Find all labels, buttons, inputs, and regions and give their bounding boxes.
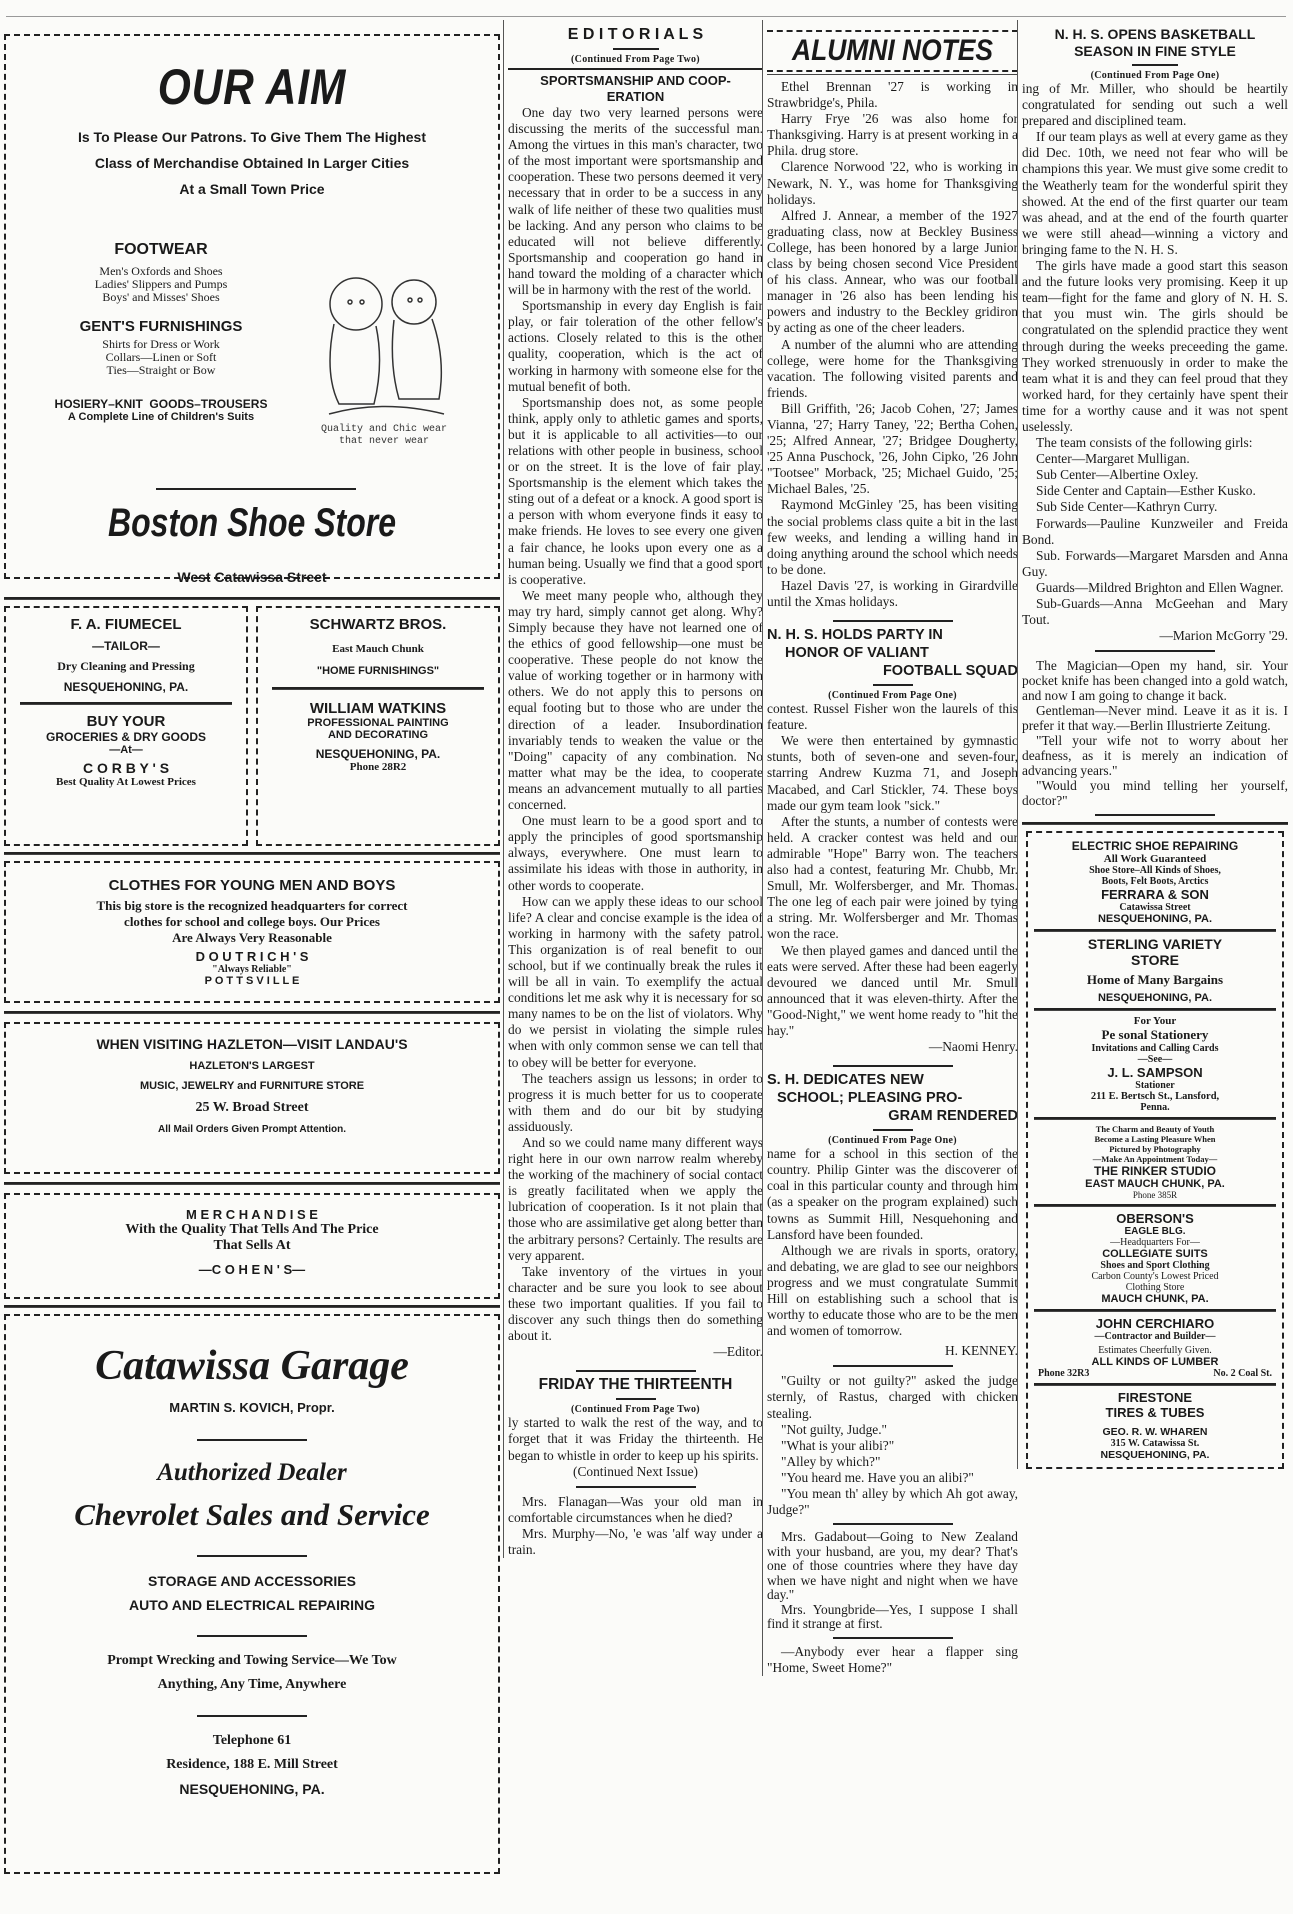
ferrara-line1: All Work Guaranteed — [1103, 853, 1207, 866]
ferrara-line3: Boots, Felt Boots, Arctics — [1101, 876, 1209, 888]
divider — [4, 597, 500, 600]
firestone-name: GEO. R. W. WHAREN — [1102, 1426, 1208, 1439]
ad-firestone — [1034, 1390, 1276, 1461]
divider — [4, 1305, 500, 1308]
alumni-masthead: ALUMNI NOTES — [792, 34, 993, 67]
party-paragraph: contest. Russel Fisher won the laurels of this feature. — [767, 701, 1018, 733]
editorials-masthead: E D I T O R I A L S — [567, 26, 704, 43]
oberson-line2: COLLEGIATE SUITS — [1102, 1248, 1208, 1261]
basketball-paragraph: The team consists of the following girls: — [1036, 435, 1253, 451]
basketball-paragraph: If our team plays as well at every game as they did Dec. 10th, we need not fear who will be champions this year. We must give some credit to the Weatherly team for the wonderful spirit they showed. At the end of the first quarter our team was ahead, and at the end of the fourth quarter we were still ahead—winning a victory and bringing fame to the N. H. S. — [1022, 129, 1288, 257]
team-roster — [1022, 451, 1288, 644]
divider — [873, 684, 913, 686]
joke-line: Gentleman—Never mind. Leave it as it is. I prefer it that way.—Berlin Illustrierte Zeitung. — [1022, 703, 1288, 734]
party-paragraph: After the stunts, a number of contests were held. A cracker contest was held and our admirable "Hope" Barry won. The teachers also had a contest, featuring Mr. Chubb, Mr. Smull, Mr. Wolfersberger, and Mr. Thomas. The one leg of each pair were joined by tying a string. Mr. Wolfersberger and Mr. Thomas won the race. — [767, 813, 1018, 942]
garage-service2: AUTO AND ELECTRICAL REPAIRING — [128, 1597, 376, 1613]
dedicates-paragraph: name for a school in this section of the country. Philip Ginter was the discoverer of coal in this particular county and through him (as a speaker on the program explained) such towns as Summit Hill, Nesquehoning and Lansford have been founded. — [767, 1146, 1018, 1242]
children-illustration — [314, 264, 454, 454]
divider — [1034, 929, 1276, 932]
party-body — [767, 701, 1018, 1055]
party-headline: HONOR OF VALIANT — [785, 645, 929, 662]
ad-sterling — [1034, 936, 1276, 1004]
editorial-paragraph: The teachers assign us lessons; in order to progress it is much better for us to cooperate with them and do our bit by studying assiduously. — [508, 1070, 763, 1134]
editorial-paragraph: Sportsmanship does not, as some people think, apply only to athletic games and sports, but it is applicable to all activities—to our relations with other people in business, school or on the street. It is the love of fair play. Sportsmanship is the element which takes the sting out of a defeat or a knock. A good sport is a person with whom everyone finds it easy to make friends. He loves to see every one given a fair chance, he looks upon every one as a human being. Usually we find that a good sport is cooperative. — [508, 394, 763, 587]
party-signature: —Naomi Henry. — [928, 1039, 1018, 1055]
divider — [4, 1182, 500, 1185]
divider — [197, 1439, 307, 1441]
divider — [833, 1065, 953, 1067]
joke-magician — [1022, 658, 1288, 808]
editorial-body — [508, 105, 763, 1360]
divider — [1132, 64, 1178, 66]
cohen-title: M E R C H A N D I S E — [186, 1207, 318, 1222]
ad-rinker — [1034, 1124, 1276, 1200]
sampson-line4: —See— — [1137, 1054, 1173, 1066]
divider — [1095, 814, 1215, 816]
party-paragraph: We then played games and danced until the eats were served. After these had been eagerly devoured we danced until Mr. Smull announced that it was eleven-thirty. After the "Good-Night," we went home ready to "hit the hay." — [767, 942, 1018, 1038]
divider — [1022, 822, 1288, 825]
sampson-state: Penna. — [1140, 1102, 1170, 1114]
landau-line1: HAZLETON'S LARGEST — [189, 1060, 315, 1072]
doutrich-line: clothes for school and college boys. Our Prices — [124, 914, 380, 929]
friday-body — [508, 1415, 763, 1479]
oberson-line5: Clothing Store — [1125, 1282, 1185, 1294]
divider — [197, 1635, 307, 1637]
party-headline: FOOTBALL SQUAD — [882, 663, 1018, 680]
cohen-line1: With the Quality That Tells And The Price — [125, 1222, 379, 1237]
sampson-line1: For Your — [1133, 1015, 1177, 1028]
cerchiaro-phone: Phone 32R3 — [1038, 1368, 1090, 1380]
cerchiaro-line1: Estimates Cheerfully Given. — [1098, 1345, 1212, 1357]
gents-item: Ties—Straight or Bow — [106, 363, 216, 377]
sampson-name: J. L. SAMPSON — [1107, 1065, 1203, 1081]
advertisement-column-left — [4, 20, 500, 1874]
corby-name: C O R B Y ' S — [82, 760, 170, 776]
ferrara-line2: Shoe Store–All Kinds of Shoes, — [1089, 865, 1221, 877]
store-street: West Catawissa Street — [177, 569, 327, 585]
basketball-body — [1022, 81, 1288, 451]
cohen-name: —C O H E N ' S— — [198, 1262, 306, 1277]
divider — [4, 1011, 500, 1014]
alumni-paragraph: Ethel Brennan '27 is working in Strawbridge's, Phila. — [767, 79, 1018, 111]
divider — [197, 1715, 307, 1717]
joke-line: "You mean th' alley by which Ah got away, Judge?" — [767, 1486, 1018, 1518]
joke-line: Mrs. Murphy—No, 'e was 'alf way under a train. — [508, 1525, 763, 1557]
ad-intro-line: Class of Merchandise Obtained In Larger Cities — [94, 155, 410, 171]
joke-line: Mrs. Gadabout—Going to New Zealand with your husband, are you, my dear? That's one of those countries where they have day when we have night and night when we have day." — [767, 1529, 1018, 1603]
roster-item: Sub Side Center—Kathryn Curry. — [1036, 499, 1218, 515]
joke-line: "Not guilty, Judge." — [781, 1421, 888, 1437]
basketball-column — [1017, 20, 1288, 1469]
roster-item: Forwards—Pauline Kunzweiler and Freida Bond. — [1022, 515, 1288, 547]
firestone-line1: FIRESTONE — [1117, 1390, 1193, 1406]
divider — [833, 1637, 953, 1639]
divider — [1034, 1117, 1276, 1120]
rinker-line1: The Charm and Beauty of Youth — [1095, 1124, 1215, 1135]
firestone-address: 315 W. Catawissa St. — [1110, 1438, 1200, 1450]
rinker-name: THE RINKER STUDIO — [1093, 1164, 1216, 1179]
editorial-paragraph: We meet many people who, although they may try hard, simply cannot get along. Why? Simply because they have not learned one of the ethics of good fellowship—one must be cooperative. These people do not know the value of working together or in harmony with others. We do not apply this to persons on equal footing but to those who are under the direction of a leader. Insubordination invariably tends to weaken the value or the "Doing" capacity of any combination. No matter what may be the idea, to cooperate means an advancement mutually to all parties concerned. — [508, 587, 763, 813]
basketball-paragraph: The girls have made a good start this season and the future looks very promising. Keep it up team—fight for the fame and glory of N. H. S. that you must win. The girls should be congratulated on the splendid practice they went through during the weeks preceeding the game. They worked strenuously in order to make the team what it is and they can feel proud that they worked hard, for they certainly have spent their time for a worthy cause and it was not spent uselessly. — [1022, 258, 1288, 434]
ad-cohens — [4, 1193, 500, 1299]
footwear-item: Boys' and Misses' Shoes — [102, 290, 220, 304]
joke-line: "Alley by which?" — [781, 1453, 881, 1469]
hosiery-line: HOSIERY–KNIT GOODS–TROUSERS — [54, 397, 268, 411]
basketball-paragraph: ing of Mr. Miller, who should be heartily congratulated for sending out such a well prepared and disciplined team. — [1022, 81, 1288, 129]
ferrara-title: ELECTRIC SHOE REPAIRING — [1071, 839, 1239, 854]
alumni-paragraph: Alfred J. Annear, a member of the 1927 graduating class, now at Beckley Business College, has been honored by a large Junior class by being chosen second Vice President of his class. Annear, who was our football manager in '26 also has been lending his powers and industry to the Beckley gridiron by acting as one of the cheer leaders. — [767, 207, 1018, 336]
corby-tagline: Best Quality At Lowest Prices — [56, 776, 196, 788]
divider — [873, 1129, 913, 1131]
oberson-line1: —Headquarters For— — [1110, 1237, 1200, 1249]
dedicates-body — [767, 1146, 1018, 1359]
gents-item: Shirts for Dress or Work — [102, 337, 220, 351]
sampson-line3: Invitations and Calling Cards — [1091, 1043, 1219, 1055]
footwear-item: Ladies' Slippers and Pumps — [94, 277, 228, 291]
watkins-town: NESQUEHONING, PA. — [315, 747, 441, 761]
illustration-caption: that never wear — [338, 436, 429, 447]
corby-line3: —At— — [109, 744, 143, 756]
divider — [1034, 1204, 1276, 1207]
roster-item: Sub. Forwards—Margaret Marsden and Anna Guy. — [1022, 547, 1288, 579]
gents-item: Collars—Linen or Soft — [105, 350, 217, 364]
ferrara-street: Catawissa Street — [1119, 902, 1191, 914]
cohen-line2: That Sells At — [213, 1238, 291, 1253]
oberson-name: OBERSON'S — [1116, 1211, 1194, 1227]
firestone-town: NESQUEHONING, PA. — [1100, 1449, 1210, 1462]
basketball-signature: —Marion McGorry '29. — [1159, 628, 1288, 644]
joke-line: "Would you mind telling her yourself, doctor?" — [1022, 778, 1288, 809]
garage-towing1: Prompt Wrecking and Towing Service—We Tow — [107, 1653, 397, 1668]
friday-paragraph: ly started to walk the rest of the way, and to forget that it was Friday the thirteenth. He began to whistle in order to keep up his spirits. — [508, 1415, 763, 1463]
fiumecel-town: NESQUEHONING, PA. — [63, 680, 189, 694]
ad-schwartz-watkins — [256, 606, 500, 846]
joke-line: "You heard me. Have you an alibi?" — [781, 1469, 974, 1485]
ad-landaus — [4, 1022, 500, 1174]
sterling-town: NESQUEHONING, PA. — [1097, 992, 1213, 1005]
ad-intro-line: Is To Please Our Patrons. To Give Them The Highest — [77, 129, 426, 145]
ad-row-small — [4, 606, 500, 846]
divider — [1034, 1008, 1276, 1011]
editorial-headline: SPORTSMANSHIP AND COOP-ERATION — [540, 73, 731, 104]
ferrara-town: NESQUEHONING, PA. — [1097, 913, 1213, 926]
ad-cerchiaro — [1034, 1316, 1276, 1379]
sampson-trade: Stationer — [1135, 1080, 1175, 1092]
roster-item: Center—Margaret Mulligan. — [1036, 451, 1190, 467]
sterling-name: STERLING VARIETY — [1087, 936, 1223, 953]
joke-line: The Magician—Open my hand, sir. Your pocket knife has been changed into a gold watch, and now I am going to change it back. — [1022, 658, 1288, 704]
divider — [833, 1365, 953, 1367]
dedicates-headline: SCHOOL; PLEASING PRO- — [777, 1090, 963, 1107]
party-paragraph: We were then entertained by gymnastic stunts, both of seven-one and seven-four, starring Andrew Kuzma 71, and Joseph Macabed, and Carl Stickler, 74. These boys made our gym team look "sick." — [767, 733, 1018, 813]
cerchiaro-line2: ALL KINDS OF LUMBER — [1091, 1356, 1219, 1369]
editorial-signature: —Editor. — [713, 1344, 763, 1360]
divider — [20, 702, 232, 705]
dedicates-signature: H. KENNEY. — [944, 1343, 1018, 1359]
roster-item: Guards—Mildred Brighton and Ellen Wagner. — [1036, 579, 1284, 595]
divider — [272, 687, 484, 690]
rinker-line2: Become a Lasting Pleasure When — [1094, 1134, 1216, 1145]
joke-line: Mrs. Youngbride—Yes, I suppose I shall find it strange at first. — [767, 1601, 1018, 1632]
alumni-paragraph: Bill Griffith, '26; Jacob Cohen, '27; James Vianna, '27; Harry Taney, '22; Bertha Cohen, '25; Alfred Annear, '27; Bridgee Dougherty, '25 Anna Puschock, '26, John Cipko, '26 John "Tootsee" Morback, '25; Michael Guido, '25; Michael Bales, '25. — [767, 400, 1018, 497]
schwartz-town: East Mauch Chunk — [332, 643, 424, 655]
divider — [576, 1486, 696, 1488]
joke-line: "Guilty or not guilty?" asked the judge sternly, of Rastus, charged with chicken stealing. — [767, 1373, 1018, 1421]
joke-line: "What is your alibi?" — [781, 1437, 895, 1453]
ad-boston-shoe-store — [4, 34, 500, 585]
divider — [613, 48, 659, 50]
continued-next: (Continued Next Issue) — [573, 1463, 698, 1479]
page-top-rule — [6, 16, 1286, 17]
cerchiaro-address: No. 2 Coal St. — [1213, 1368, 1272, 1380]
childrens-line: A Complete Line of Children's Suits — [67, 411, 255, 423]
garage-brand: Chevrolet Sales and Service — [74, 1497, 430, 1532]
divider — [508, 68, 763, 70]
ad-intro-line: At a Small Town Price — [179, 181, 325, 197]
friday-headline: FRIDAY THE THIRTEENTH — [538, 1376, 733, 1394]
fiumecel-service: Dry Cleaning and Pressing — [57, 659, 195, 673]
alumni-column — [762, 20, 1018, 1676]
divider — [1034, 1309, 1276, 1312]
ad-oberson — [1034, 1211, 1276, 1305]
alumni-paragraph: Raymond McGinley '25, has been visiting the social problems class quite a bit in the last few weeks, and lending a willing hand in doing anything around the school which needs to be done. — [767, 497, 1018, 577]
divider — [156, 488, 356, 490]
joke-judge — [767, 1373, 1018, 1518]
cerchiaro-trade: —Contractor and Builder— — [1094, 1331, 1216, 1343]
dedicates-headline: GRAM RENDERED — [888, 1108, 1018, 1125]
sterling-tagline: Home of Many Bargains — [1086, 972, 1224, 988]
garage-residence: Residence, 188 E. Mill Street — [166, 1757, 338, 1772]
continued-note: (Continued From Page Two) — [571, 1404, 700, 1416]
joke-line: Mrs. Flanagan—Was your old man in comfortable circumstances when he died? — [508, 1493, 763, 1525]
joke-line: —Anybody ever hear a flapper sing "Home, Sweet Home?" — [767, 1643, 1018, 1675]
alumni-paragraph: Hazel Davis '27, is working in Girardville until the Xmas holidays. — [767, 577, 1018, 609]
rinker-line4: —Make An Appointment Today— — [1092, 1154, 1218, 1165]
divider — [833, 620, 953, 622]
ferrara-name: FERRARA & SON — [1101, 887, 1209, 903]
fiumecel-trade: —TAILOR— — [92, 639, 160, 653]
fiumecel-name: F. A. FIUMECEL — [70, 616, 182, 633]
garage-name: Catawissa Garage — [95, 1343, 409, 1389]
garage-town: NESQUEHONING, PA. — [179, 1781, 325, 1797]
editorial-paragraph: How can we apply these ideas to our school life? A clear and concise example is the idea of working in harmony with the safety patrol. This organization is of real benefit to our school, but if we continually break the rules it will be all in vain. To exemplify the actual conditions let me ask why it is necessary for so many names to be on the list of violators. Why do we persist in violating the simple rules when with only common sense we can tell that to obey will be better for everyone. — [508, 893, 763, 1070]
alumni-paragraph: A number of the alumni who are attending college, were home for the Thanksgiving vacation. The following visited parents and friends. — [767, 336, 1018, 400]
editorial-paragraph: Sportsmanship in every day English is fair play, or fair toleration of the other fellow's actions. Closely related to this is the other quality, cooperation, which is the act of working in harmony with someone else for the mutual benefit of both. — [508, 298, 763, 394]
corby-line1: BUY YOUR — [86, 713, 166, 730]
watkins-phone: Phone 28R2 — [349, 761, 407, 773]
landau-title: WHEN VISITING HAZLETON—VISIT LANDAU'S — [96, 1036, 408, 1052]
ad-ferrara — [1034, 839, 1276, 925]
joke-flanagan — [508, 1494, 763, 1558]
oberson-town: MAUCH CHUNK, PA. — [1101, 1293, 1209, 1306]
doutrich-town: P O T T S V I L L E — [204, 975, 300, 987]
joke-line: "Tell your wife not to worry about her deafness, as it is merely an indication of advancing years." — [1022, 733, 1288, 779]
footwear-title: FOOTWEAR — [114, 241, 208, 258]
divider — [767, 30, 1018, 32]
ad-column-right — [1026, 831, 1284, 1469]
oberson-line3: Shoes and Sport Clothing — [1100, 1260, 1210, 1272]
doutrich-name: D O U T R I C H ' S — [195, 949, 309, 964]
ad-fiumecel-corby — [4, 606, 248, 846]
alumni-body — [767, 79, 1018, 610]
editorials-column — [503, 20, 763, 1558]
watkins-line2: AND DECORATING — [327, 729, 428, 741]
sterling-name: STORE — [1131, 952, 1179, 969]
divider — [1034, 1383, 1276, 1386]
divider — [616, 1398, 656, 1400]
ad-sampson — [1034, 1015, 1276, 1113]
corby-line2: GROCERIES & DRY GOODS — [45, 730, 207, 744]
ad-catawissa-garage — [4, 1314, 500, 1874]
doutrich-title: CLOTHES FOR YOUNG MEN AND BOYS — [108, 877, 396, 894]
continued-note: (Continued From Page One) — [1090, 70, 1220, 81]
landau-address: 25 W. Broad Street — [195, 1100, 309, 1115]
rinker-phone: Phone 385R — [1132, 1190, 1178, 1201]
store-name: Boston Shoe Store — [107, 501, 397, 545]
watkins-line1: PROFESSIONAL PAINTING — [307, 717, 449, 729]
oberson-line4: Carbon County's Lowest Priced — [1091, 1271, 1219, 1283]
garage-service1: STORAGE AND ACCESSORIES — [148, 1573, 356, 1589]
watkins-name: WILLIAM WATKINS — [309, 700, 447, 717]
garage-towing2: Anything, Any Time, Anywhere — [157, 1677, 347, 1692]
divider — [4, 852, 500, 855]
garage-phone: Telephone 61 — [212, 1733, 292, 1748]
sampson-address: 211 E. Bertsch St., Lansford, — [1090, 1091, 1220, 1103]
roster-item: Side Center and Captain—Esther Kusko. — [1036, 483, 1256, 499]
firestone-line2: TIRES & TUBES — [1105, 1405, 1205, 1421]
landau-line2: MUSIC, JEWELRY and FURNITURE STORE — [139, 1080, 365, 1092]
doutrich-tagline: "Always Reliable" — [212, 964, 292, 975]
footwear-item: Men's Oxfords and Shoes — [99, 264, 223, 278]
joke-flapper — [767, 1644, 1018, 1676]
ad-headline: OUR AIM — [157, 59, 347, 115]
roster-item: Sub-Guards—Anna McGeehan and Mary Tout. — [1022, 596, 1288, 628]
alumni-paragraph: Clarence Norwood '22, who is working in Newark, N. Y., was home for Thanksgiving holidays. — [767, 159, 1018, 207]
continued-note: (Continued From Page Two) — [571, 54, 700, 65]
oberson-building: EAGLE BLG. — [1124, 1226, 1186, 1238]
doutrich-line: Are Always Very Reasonable — [172, 930, 332, 945]
doutrich-line: This big store is the recognized headquarters for correct — [96, 898, 408, 913]
editorial-paragraph: Take inventory of the virtues in your character and be sure you look to see about these two important qualities. If you fail to discover any such things then do something about it. — [508, 1263, 763, 1344]
garage-owner: MARTIN S. KOVICH, Propr. — [169, 1400, 335, 1415]
divider — [1095, 650, 1215, 652]
dedicates-headline: S. H. DEDICATES NEW — [767, 1072, 924, 1089]
schwartz-name: SCHWARTZ BROS. — [309, 616, 447, 633]
roster-item: Sub Center—Albertine Oxley. — [1036, 467, 1199, 483]
continued-note: (Continued From Page One) — [828, 1135, 957, 1147]
ad-doutrichs — [4, 861, 500, 1003]
cerchiaro-name: JOHN CERCHIARO — [1095, 1316, 1215, 1332]
continued-note: (Continued From Page One) — [828, 690, 957, 702]
editorial-paragraph: And so we could name many different ways right here in our own narrow realm whereby the working of the machinery of social contact is greatly facilitated when we apply the lubrication of cooperation. Is it not plain that those who are assimilative get along better than the arbitrary persons? Certainly. The results are very apparent. — [508, 1135, 763, 1263]
divider — [576, 1370, 696, 1372]
rinker-line3: Pictured by Photography — [1109, 1144, 1201, 1155]
gents-title: GENT'S FURNISHINGS — [79, 318, 243, 335]
divider — [767, 70, 1018, 75]
dedicates-paragraph: Although we are rivals in sports, oratory, and debating, we are glad to see our neighbors progress and we must congratulate Summit Hill on establishing such a school that is worthy to educate those who are to be the men and women of tomorrow. — [767, 1242, 1018, 1339]
editorial-paragraph: One day two very learned persons were discussing the merits of the successful man. Among the virtues in this man's character, two of the most important were sportsmanship and cooperation. These two persons deemed it very necessary that in order to be a success in any walk of life neither of these two qualities must be lacking. And any person who claims to be educated will not believe differently. Sportsmanship and cooperation go hand in hand toward the molding of a character which will be in harmony with the rest of the world. — [508, 105, 763, 298]
editorial-paragraph: One must learn to be a good sport and to apply the principles of good sportsmanship always, everywhere. One must learn to assimilate his ideas with those in authority, in other words to cooperate. — [508, 813, 763, 893]
schwartz-tagline: "HOME FURNISHINGS" — [316, 665, 440, 677]
illustration-caption: Quality and Chic wear — [320, 424, 448, 435]
garage-dealer: Authorized Dealer — [157, 1459, 347, 1486]
joke-gadabout — [767, 1530, 1018, 1632]
rinker-town: EAST MAUCH CHUNK, PA. — [1085, 1178, 1225, 1191]
party-headline: N. H. S. HOLDS PARTY IN — [767, 627, 943, 644]
alumni-paragraph: Harry Frye '26 was also home for Thanksgiving. Harry is at present working in a Phila. drug store. — [767, 111, 1018, 159]
landau-line3: All Mail Orders Given Prompt Attention. — [158, 1124, 346, 1135]
basketball-headline: N. H. S. OPENS BASKETBALL — [1054, 26, 1256, 42]
divider — [833, 1523, 953, 1525]
sampson-line2: Pe sonal Stationery — [1101, 1027, 1209, 1043]
divider — [197, 1555, 307, 1557]
basketball-headline: SEASON IN FINE STYLE — [1074, 43, 1236, 59]
